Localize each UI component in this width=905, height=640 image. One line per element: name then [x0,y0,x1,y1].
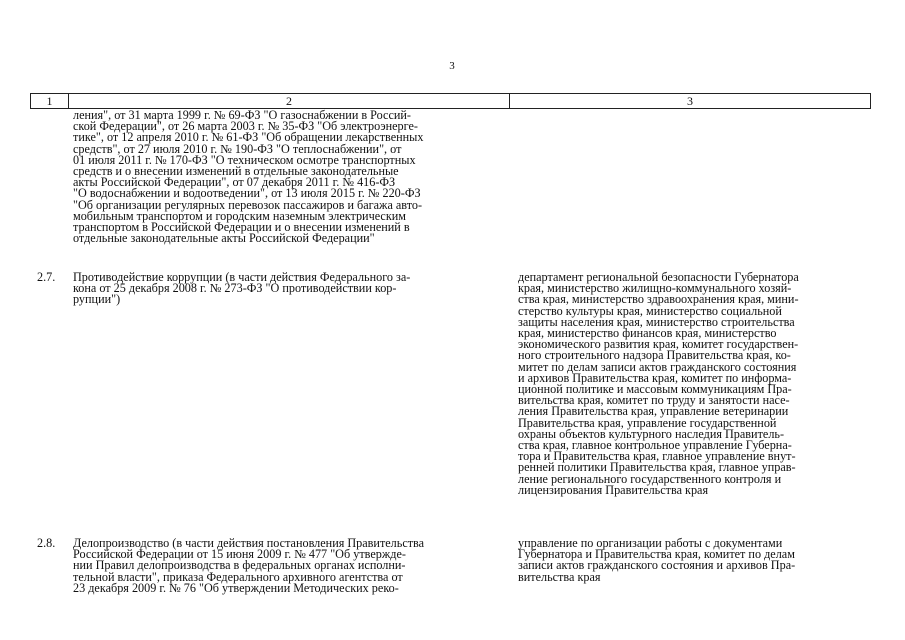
text-line: вительства края, комитет по труду и занятости насе- [518,393,790,408]
continuation-text [73,110,423,244]
page-number: 3 [449,60,455,72]
row-number-2-8: 2.8. [37,536,56,550]
text-line: департамент региональной безопасности Губернатора [518,270,799,284]
text-line: ства края, главное контрольное управление Губерна- [518,438,792,453]
text-line: ционной политике и массовым коммуникациям Пра- [518,382,792,397]
text-line: тора и Правительства края, главное управление внут- [518,449,796,464]
text-line: средств и о внесении изменений в отдельные законодательные [73,164,399,179]
text-line: и архивов Правительства края, комитет по информа- [518,370,792,385]
text-line: тельной власти", приказа Федерального архивного агентства от [73,569,403,584]
text-line: акты Российской Федерации", от 07 декабря 2011 г. № 416-ФЗ [73,175,396,190]
text-line: Противодействие коррупции (в части действия Федерального за- [73,270,411,284]
text-line: "О водоснабжении и водоотведении", от 13 июля 2015 г. № 220-ФЗ [73,186,421,201]
text-line: стерство культуры края, министерство социальной [518,303,782,318]
text-line: ренней политики Правительства края, главное управ- [518,460,796,475]
text-line: рупции") [73,292,121,307]
text-line: мобильным транспортом и городским наземным электрическим [73,208,406,223]
row-2-8-subject [73,538,424,594]
row-2-7-responsible [518,272,799,496]
header-col-3: 3 [510,94,871,109]
text-line: управление по организации работы с документами [518,536,783,550]
text-line: вительства края [518,569,601,584]
text-line: ления", от 31 марта 1999 г. № 69-ФЗ "О газоснабжении в Россий- [73,108,411,122]
header-col-1: 1 [31,94,69,109]
text-line: Губернатора и Правительства края, комитет по делам [518,547,795,562]
text-line: записи актов гражданского состояния и архивов Пра- [518,558,796,573]
text-line: транспортом в Российской Федерации и о внесении изменений в [73,220,410,235]
text-line: ление регионального государственного контроля и [518,471,782,486]
text-line: ного строительного надзора Правительства края, ко- [518,348,791,363]
row-number-2-7: 2.7. [37,270,56,284]
text-line: Делопроизводство (в части действия постановления Правительства [73,536,425,550]
text-line: отдельные законодательные акты Российской Федерации" [73,231,375,246]
text-line: ства края, министерство здравоохранения края, мини- [518,292,799,307]
text-line: 01 июля 2011 г. № 170-ФЗ "О техническом осмотре транспортных [73,152,416,167]
text-line: охраны объектов культурного наследия Правитель- [518,426,785,441]
table-header [30,93,871,109]
text-line: Правительства края, управление государственной [518,415,777,430]
text-line: средств", от 27 июля 2010 г. № 190-ФЗ "О теплоснабжении", от [73,141,402,156]
text-line: тике", от 12 апреля 2010 г. № 61-ФЗ "Об обращении лекарственных [73,130,424,145]
text-line: края, министерство финансов края, министерство [518,326,777,341]
text-line: Российской Федерации от 15 июня 2009 г. № 477 "Об утвержде- [73,547,406,562]
text-line: ления Правительства края, управление ветеринарии [518,404,789,419]
text-line: ской Федерации", от 26 марта 2003 г. № 35-ФЗ "Об электроэнерге- [73,119,418,134]
text-line: нии Правил делопроизводства в федеральных органах исполни- [73,558,406,573]
text-line: митет по делам записи актов гражданского состояния [518,359,797,374]
row-2-7-subject [73,272,410,306]
text-line: края, министерство жилищно-коммунального хозяй- [518,281,792,296]
text-line: кона от 25 декабря 2008 г. № 273-ФЗ "О противодействии кор- [73,281,397,296]
row-2-8-responsible [518,538,795,583]
text-line: защиты населения края, министерство строительства [518,314,795,329]
text-line: 23 декабря 2009 г. № 76 "Об утверждении Методических реко- [73,580,399,595]
header-col-2: 2 [69,94,510,109]
text-line: лицензирования Правительства края [518,482,709,497]
text-line: "Об организации регулярных перевозок пассажиров и багажа авто- [73,197,423,212]
text-line: экономического развития края, комитет государствен- [518,337,799,352]
